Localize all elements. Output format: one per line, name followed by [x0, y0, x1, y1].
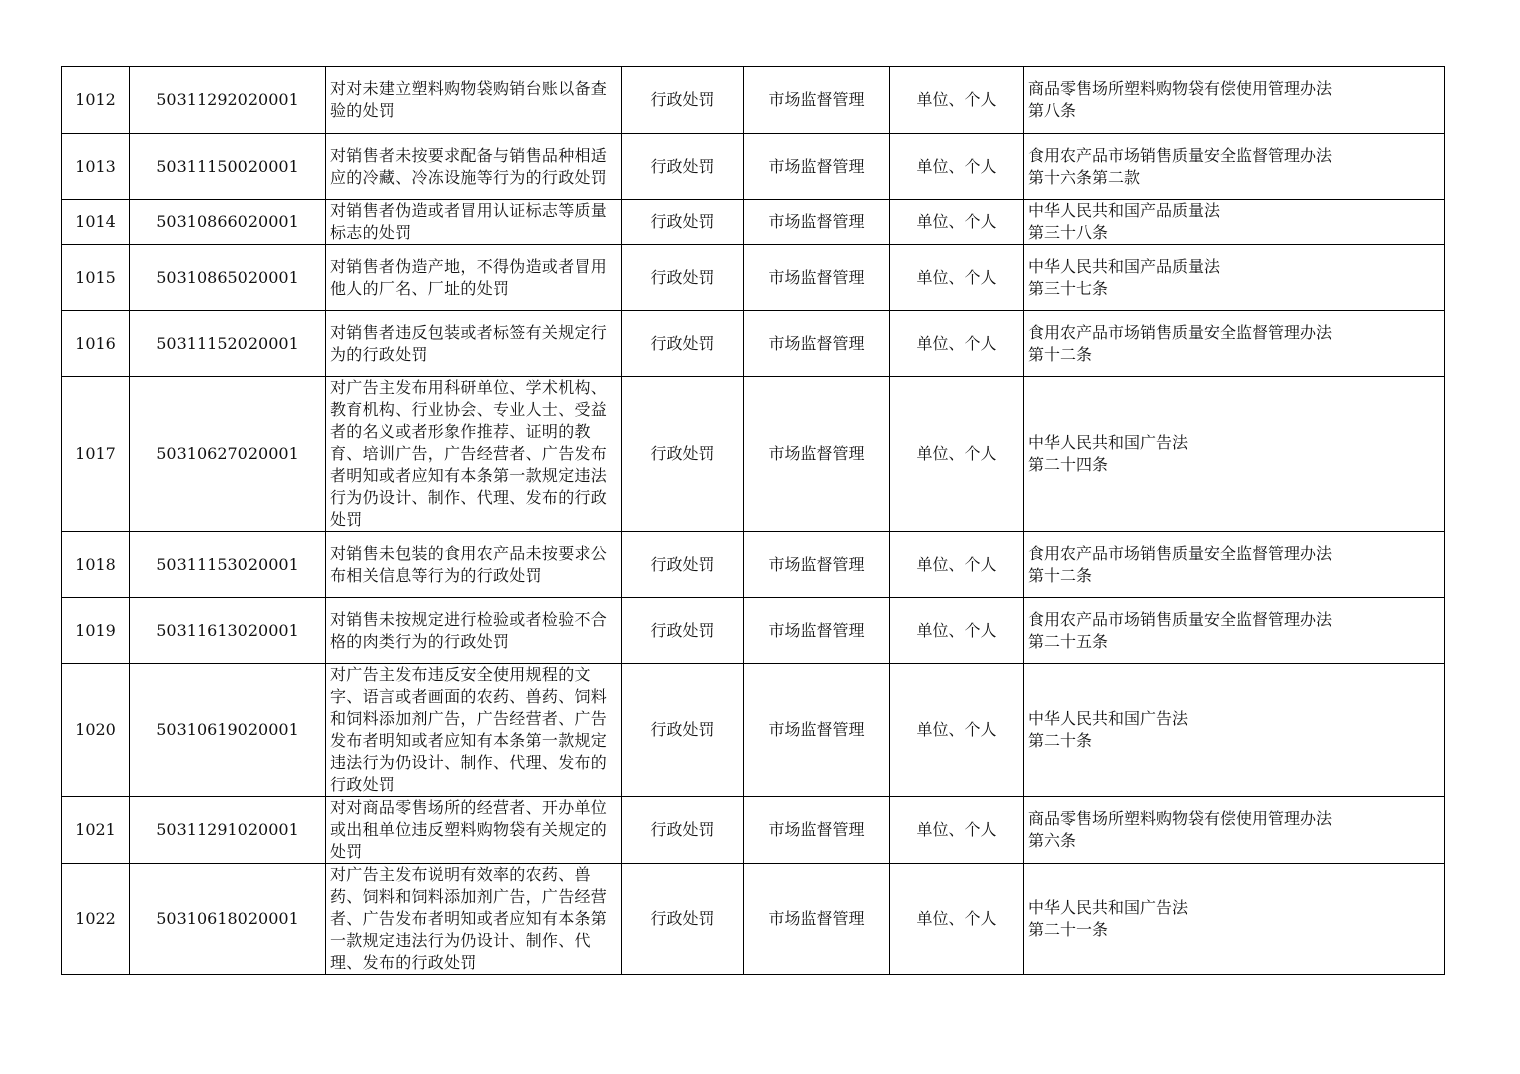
table-row [62, 598, 1445, 664]
row-number: 1021 [62, 797, 130, 864]
row-number: 1018 [62, 532, 130, 598]
item-subject: 单位、个人 [890, 311, 1024, 377]
item-name-text: 对广告主发布用科研单位、学术机构、教育机构、行业协会、专业人士、受益者的名义或者形象作推荐、证明的教育、培训广告，广告经营者、广告发布者明知或者应知有本条第一款规定违法行为仍设计、制作、代理、发布的行政处罚 [330, 378, 608, 529]
basis-article: 第三十八条 [1028, 223, 1109, 242]
basis-law: 食用农产品市场销售质量安全监督管理办法 [1028, 609, 1333, 629]
item-code: 50310627020001 [130, 377, 326, 532]
item-code: 50310618020001 [130, 864, 326, 975]
basis-article: 第十二条 [1028, 565, 1093, 585]
item-name-text: 对销售者伪造或者冒用认证标志等质量标志的处罚 [330, 201, 608, 242]
item-code: 50311153020001 [130, 532, 326, 598]
item-subject: 单位、个人 [890, 67, 1024, 134]
legal-basis [1024, 67, 1445, 134]
item-code: 50311291020001 [130, 797, 326, 864]
table-row [62, 797, 1445, 864]
item-type: 行政处罚 [622, 797, 744, 864]
item-name [326, 245, 622, 311]
item-name-text: 对销售未包装的食用农产品未按要求公布相关信息等行为的行政处罚 [330, 543, 608, 585]
legal-basis [1024, 598, 1445, 664]
legal-basis [1024, 864, 1445, 975]
item-subject: 单位、个人 [890, 664, 1024, 797]
basis-article: 第二十四条 [1028, 455, 1109, 474]
item-type: 行政处罚 [622, 864, 744, 975]
item-field: 市场监督管理 [744, 311, 890, 377]
item-name [326, 311, 622, 377]
basis-law: 食用农产品市场销售质量安全监督管理办法 [1028, 543, 1333, 563]
table-row [62, 664, 1445, 797]
item-subject: 单位、个人 [890, 532, 1024, 598]
table-row [62, 245, 1445, 311]
item-name [326, 134, 622, 200]
row-number: 1017 [62, 377, 130, 532]
row-number: 1015 [62, 245, 130, 311]
item-type: 行政处罚 [622, 598, 744, 664]
item-code: 50310866020001 [130, 200, 326, 245]
basis-article: 第二十五条 [1028, 631, 1109, 651]
item-code: 50310865020001 [130, 245, 326, 311]
item-type: 行政处罚 [622, 311, 744, 377]
item-field: 市场监督管理 [744, 134, 890, 200]
legal-basis [1024, 245, 1445, 311]
row-number: 1016 [62, 311, 130, 377]
item-name-text: 对对未建立塑料购物袋购销台账以备查验的处罚 [330, 79, 608, 120]
item-name [326, 377, 622, 532]
basis-law: 中华人民共和国广告法 [1028, 709, 1189, 728]
basis-law: 中华人民共和国产品质量法 [1028, 256, 1221, 276]
item-name-text: 对广告主发布说明有效率的农药、兽药、饲料和饲料添加剂广告，广告经营者、广告发布者明知或者应知有本条第一款规定违法行为仍设计、制作、代理、发布的行政处罚 [330, 865, 608, 972]
item-subject: 单位、个人 [890, 598, 1024, 664]
item-field: 市场监督管理 [744, 598, 890, 664]
table-row [62, 134, 1445, 200]
item-name [326, 67, 622, 134]
basis-law: 商品零售场所塑料购物袋有偿使用管理办法 [1028, 79, 1333, 98]
item-code: 50311150020001 [130, 134, 326, 200]
table-row [62, 864, 1445, 975]
item-name-text: 对对商品零售场所的经营者、开办单位或出租单位违反塑料购物袋有关规定的处罚 [330, 798, 608, 861]
basis-article: 第二十一条 [1028, 920, 1109, 939]
row-number: 1022 [62, 864, 130, 975]
item-subject: 单位、个人 [890, 200, 1024, 245]
table-row [62, 67, 1445, 134]
legal-basis [1024, 664, 1445, 797]
item-subject: 单位、个人 [890, 245, 1024, 311]
item-type: 行政处罚 [622, 134, 744, 200]
item-code: 50311152020001 [130, 311, 326, 377]
table-row [62, 200, 1445, 245]
row-number: 1012 [62, 67, 130, 134]
item-subject: 单位、个人 [890, 134, 1024, 200]
item-name-text: 对销售者违反包装或者标签有关规定行为的行政处罚 [330, 322, 608, 364]
basis-article: 第十二条 [1028, 344, 1093, 364]
item-name-text: 对销售者未按要求配备与销售品种相适应的冷藏、冷冻设施等行为的行政处罚 [330, 145, 608, 187]
table-row [62, 311, 1445, 377]
item-name [326, 664, 622, 797]
item-name [326, 532, 622, 598]
basis-article: 第十六条第二款 [1028, 167, 1141, 187]
basis-law: 中华人民共和国产品质量法 [1028, 201, 1221, 220]
basis-law: 中华人民共和国广告法 [1028, 898, 1189, 917]
table-row [62, 532, 1445, 598]
item-field: 市场监督管理 [744, 664, 890, 797]
legal-basis [1024, 134, 1445, 200]
basis-law: 中华人民共和国广告法 [1028, 433, 1189, 452]
row-number: 1019 [62, 598, 130, 664]
item-name [326, 797, 622, 864]
basis-article: 第六条 [1028, 831, 1077, 850]
item-field: 市场监督管理 [744, 532, 890, 598]
legal-basis [1024, 532, 1445, 598]
legal-basis [1024, 377, 1445, 532]
item-name-text: 对广告主发布违反安全使用规程的文字、语言或者画面的农药、兽药、饲料和饲料添加剂广告，广告经营者、广告发布者明知或者应知有本条第一款规定违法行为仍设计、制作、代理、发布的行政处罚 [330, 665, 608, 794]
item-name-text: 对销售未按规定进行检验或者检验不合格的肉类行为的行政处罚 [330, 609, 608, 651]
item-subject: 单位、个人 [890, 377, 1024, 532]
row-number: 1020 [62, 664, 130, 797]
item-field: 市场监督管理 [744, 864, 890, 975]
item-type: 行政处罚 [622, 377, 744, 532]
basis-law: 食用农产品市场销售质量安全监督管理办法 [1028, 322, 1333, 342]
item-field: 市场监督管理 [744, 67, 890, 134]
item-field: 市场监督管理 [744, 245, 890, 311]
item-code: 50311292020001 [130, 67, 326, 134]
authority-list-table [61, 66, 1445, 975]
item-type: 行政处罚 [622, 245, 744, 311]
item-name [326, 200, 622, 245]
item-subject: 单位、个人 [890, 797, 1024, 864]
item-field: 市场监督管理 [744, 377, 890, 532]
row-number: 1014 [62, 200, 130, 245]
table-row [62, 377, 1445, 532]
basis-law: 食用农产品市场销售质量安全监督管理办法 [1028, 145, 1333, 165]
basis-article: 第二十条 [1028, 731, 1093, 750]
item-code: 50310619020001 [130, 664, 326, 797]
item-type: 行政处罚 [622, 532, 744, 598]
row-number: 1013 [62, 134, 130, 200]
item-field: 市场监督管理 [744, 200, 890, 245]
item-code: 50311613020001 [130, 598, 326, 664]
item-type: 行政处罚 [622, 664, 744, 797]
item-field: 市场监督管理 [744, 797, 890, 864]
item-type: 行政处罚 [622, 200, 744, 245]
legal-basis [1024, 311, 1445, 377]
item-subject: 单位、个人 [890, 864, 1024, 975]
item-name [326, 598, 622, 664]
item-name-text: 对销售者伪造产地，不得伪造或者冒用他人的厂名、厂址的处罚 [330, 256, 608, 298]
item-type: 行政处罚 [622, 67, 744, 134]
basis-article: 第三十七条 [1028, 278, 1109, 298]
basis-law: 商品零售场所塑料购物袋有偿使用管理办法 [1028, 809, 1333, 828]
item-name [326, 864, 622, 975]
table-body [62, 67, 1445, 975]
legal-basis [1024, 200, 1445, 245]
basis-article: 第八条 [1028, 101, 1077, 120]
legal-basis [1024, 797, 1445, 864]
